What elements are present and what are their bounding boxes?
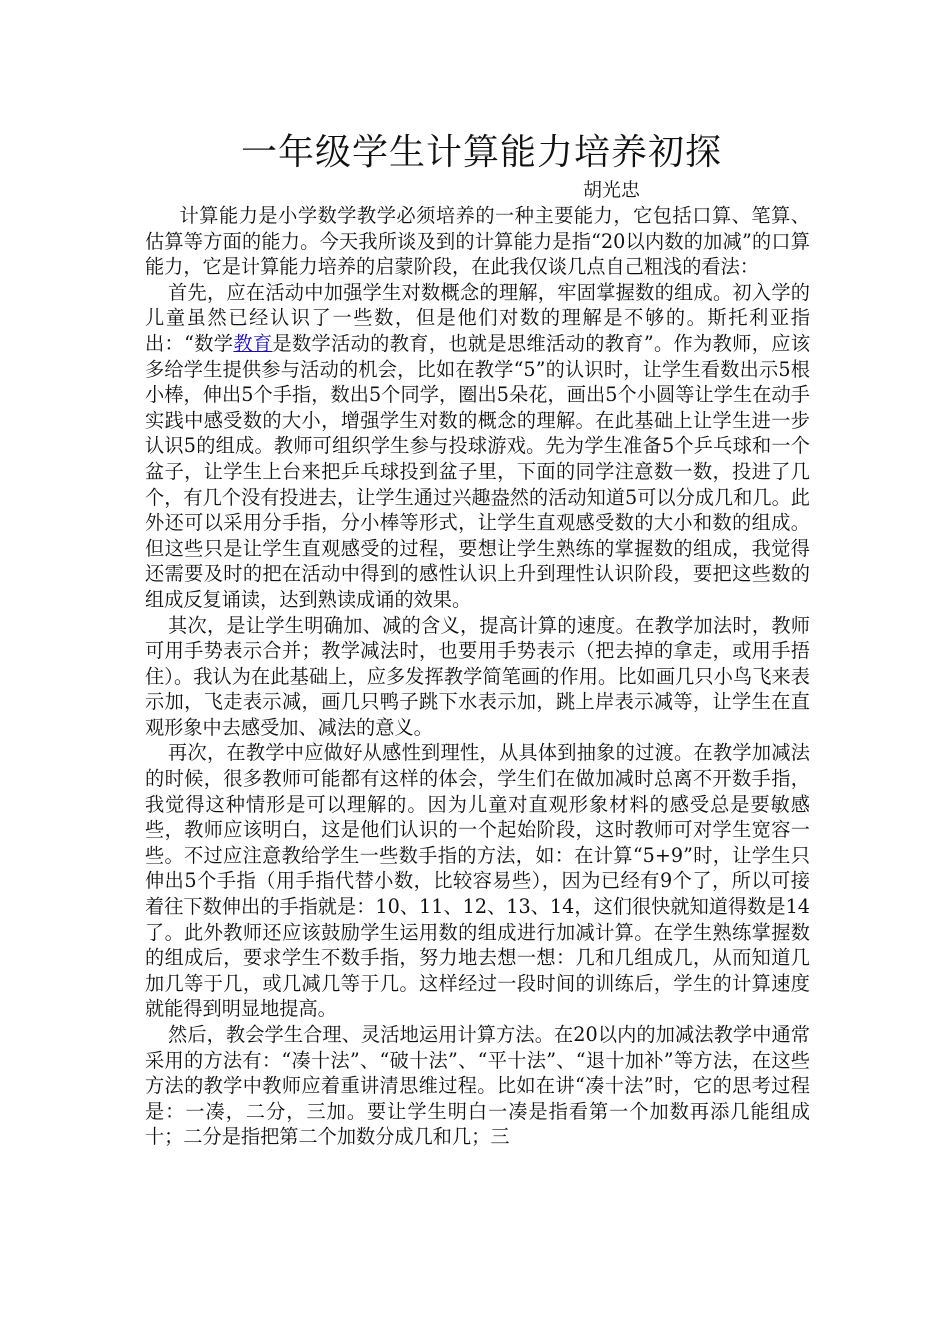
education-link[interactable]: 教育 — [233, 331, 273, 355]
paragraph-third-point: 再次，在教学中应做好从感性到理性，从具体到抽象的过渡。在教学加减法的时候，很多教师可能都有这样的体会，学生们在做加减时总离不开数手指，我觉得这种情形是可以理解的。因为儿童对直观形象材料的感受总是要敏感些，教师应该明白，这是他们认识的一个起始阶段，这时教师可对学生宽容一些。不过应注意教给学生一些数手指的方法，如：在计算“5+9”时，让学生只伸出5个手指（用手指代替小数，比较容易些），因为已经有9个了，所以可接着往下数伸出的手指就是：10、11、12、13、14，这们很快就知道得数是14了。此外教师还应该鼓励学生运用数的组成进行加减计算。在学生熟练掌握数的组成后，要求学生不数手指，努力地去想一想：几和几组成几，从而知道几加几等于几，或几减几等于几。这样经过一段时间的训练后，学生的计算速度就能得到明显地提高。 — [145, 741, 811, 1021]
paragraph-fourth-point: 然后，教会学生合理、灵活地运用计算方法。在20以内的加减法教学中通常采用的方法有：“凑十法”、“破十法”、“平十法”、“退十加补”等方法，在这些方法的教学中教师应着重讲清思维过程。比如在讲“凑十法”时，它的思考过程是：一凑，二分，三加。要让学生明白一凑是指看第一个加数再添几能组成十；二分是指把第二个加数分成几和几；三 — [145, 1023, 810, 1149]
paragraph-first-point — [145, 280, 810, 613]
paragraph-text: 首先，应在活动中加强学生对数概念的理解，牢固掌握数的组成。初入学的儿童虽然已经认识了一些数，但是他们对数的理解是不够的。斯托利亚指出：“数学 — [145, 280, 810, 355]
document-page — [145, 128, 810, 1150]
document-author: 胡光忠 — [583, 179, 641, 201]
paragraph-text: 是数学活动的教育，也就是思维活动的教育”。作为教师，应该多给学生提供参与活动的机会，比如在教学“5”的认识时，让学生看数出示5根小棒，伸出5个手指，数出5个同学，圈出5朵花，画出5个小圆等让学生在动手实践中感受数的大小，增强学生对数的概念的理解。在此基础上让学生进一步认识5的组成。教师可组织学生参与投球游戏。先为学生准备5个乒乓球和一个盆子，让学生上台来把乒乓球投到盆子里，下面的同学注意数一数，投进了几个，有几个没有投进去，让学生通过兴趣盎然的活动知道5可以分成几和几。此外还可以采用分手指，分小棒等形式，让学生直观感受数的大小和数的组成。但这些只是让学生直观感受的过程，要想让学生熟练的掌握数的组成，我觉得还需要及时的把在活动中得到的感性认识上升到理性认识阶段，要把这些数的组成反复诵读，达到熟读成诵的效果。 — [145, 331, 811, 611]
paragraph-intro: 计算能力是小学数学教学必须培养的一种主要能力，它包括口算、笔算、估算等方面的能力。今天我所谈及到的计算能力是指“20以内数的加减”的口算能力，它是计算能力培养的启蒙阶段，在此我仅谈几点自己粗浅的看法： — [145, 204, 810, 279]
paragraph-second-point: 其次，是让学生明确加、减的含义，提高计算的速度。在教学加法时，教师可用手势表示合并；教学减法时，也要用手势表示（把去掉的拿走，或用手捂住）。我认为在此基础上，应多发挥教学简笔画的作用。比如画几只小鸟飞来表示加，飞走表示减，画几只鸭子跳下水表示加，跳上岸表示减等，让学生在直观形象中去感受加、减法的意义。 — [145, 613, 810, 739]
document-title: 一年级学生计算能力培养初探 — [240, 132, 722, 173]
